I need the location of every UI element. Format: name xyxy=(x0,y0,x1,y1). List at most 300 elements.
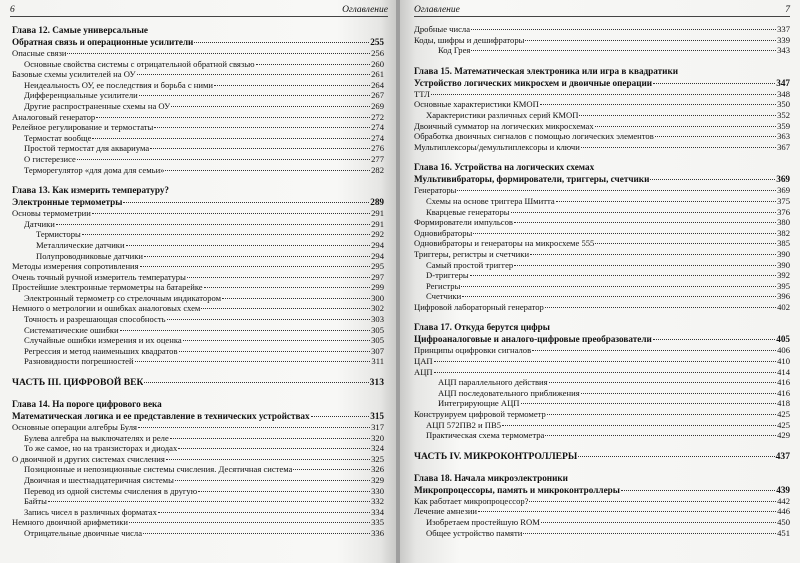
toc-entry xyxy=(12,48,384,59)
toc-entry xyxy=(414,356,790,367)
entry-title: Термисторы xyxy=(36,229,81,240)
toc-entry xyxy=(12,143,384,154)
section-gap xyxy=(414,152,790,161)
dot-leader xyxy=(473,233,776,234)
dot-leader xyxy=(471,29,776,30)
toc-entry xyxy=(414,367,790,378)
dot-leader xyxy=(138,427,370,428)
dot-leader xyxy=(511,212,777,213)
entry-title: Как работает микропроцессор? xyxy=(414,495,529,506)
entry-page-number: 303 xyxy=(371,314,384,325)
toc-entry xyxy=(414,45,790,56)
dot-leader xyxy=(556,201,776,202)
entry-title: Аналоговый генератор xyxy=(12,111,96,122)
entry-title: Металлические датчики xyxy=(36,239,125,250)
entry-page-number: 343 xyxy=(777,45,790,56)
toc-entry xyxy=(414,196,790,207)
entry-page-number: 363 xyxy=(777,131,790,142)
toc-entry xyxy=(12,314,384,325)
dot-leader xyxy=(158,512,370,513)
toc-entry xyxy=(12,154,384,165)
entry-page-number: 297 xyxy=(371,271,384,282)
entry-title: Регистры xyxy=(426,280,461,291)
right-page xyxy=(400,0,800,563)
entry-page-number: 325 xyxy=(371,453,384,464)
entry-title: ЧАСТЬ IV. МИКРОКОНТРОЛЛЕРЫ xyxy=(414,450,578,462)
table-of-contents-right xyxy=(414,24,790,538)
toc-entry xyxy=(12,69,384,80)
entry-page-number: 334 xyxy=(371,506,384,517)
entry-page-number: 335 xyxy=(371,517,384,528)
entry-page-number: 313 xyxy=(369,377,384,389)
dot-leader xyxy=(183,340,370,341)
toc-entry xyxy=(414,377,790,388)
dot-leader xyxy=(170,438,370,439)
entry-title: Термостат вообще xyxy=(24,132,92,143)
entry-page-number: 369 xyxy=(776,174,790,185)
entry-title: Изобретаем простейшую ROM xyxy=(426,517,540,527)
entry-title: Релейное регулирование и термостаты xyxy=(12,122,154,133)
entry-page-number: 429 xyxy=(777,430,790,441)
entry-title: Цифровой лабораторный генератор xyxy=(414,301,544,312)
entry-page-number: 416 xyxy=(777,387,790,398)
entry-title: Простой термостат для аквариума xyxy=(24,143,150,154)
entry-page-number: 416 xyxy=(777,377,790,388)
section-gap xyxy=(12,367,384,376)
entry-title: Очень точный ручной измеритель температуры xyxy=(12,271,186,282)
section-gap xyxy=(414,463,790,472)
entry-page-number: 274 xyxy=(371,132,384,143)
entry-title: Опасные связи xyxy=(12,48,67,58)
entry-title: Основные свойства системы с отрицательной обратной связью xyxy=(24,58,255,69)
entry-title: Самый простой триггер xyxy=(426,259,514,270)
toc-entry xyxy=(414,249,790,260)
toc-entry xyxy=(12,464,384,475)
dot-leader xyxy=(523,533,776,534)
entry-title: Терморегулятор «для дома для семьи» xyxy=(24,164,165,175)
dot-leader xyxy=(92,213,370,214)
toc-entry xyxy=(414,420,790,431)
entry-page-number: 369 xyxy=(777,185,790,196)
toc-entry xyxy=(414,398,790,409)
entry-page-number: 255 xyxy=(370,37,384,47)
toc-entry xyxy=(414,260,790,271)
dot-leader xyxy=(178,448,370,449)
entry-page-number: 437 xyxy=(775,450,790,462)
entry-title: Позиционные и непозиционные системы счисления. Десятичная система xyxy=(24,464,293,475)
entry-title: Общее устройство памяти xyxy=(426,527,523,538)
toc-entry xyxy=(12,208,384,219)
left-page-header xyxy=(10,4,388,17)
toc-entry xyxy=(414,409,790,420)
toc-entry xyxy=(12,303,384,314)
entry-title: АЦП xyxy=(414,366,433,377)
toc-entry xyxy=(414,281,790,292)
entry-title: Немного о метрологии и ошибках аналоговых схем xyxy=(12,303,201,314)
entry-title: То же самое, но на транзисторах и диодах xyxy=(24,443,178,454)
toc-entry xyxy=(414,131,790,142)
dot-leader xyxy=(581,147,776,148)
entry-title: Одновибраторы xyxy=(414,227,473,238)
entry-title: D-триггеры xyxy=(426,270,469,281)
chapter-subtitle xyxy=(414,484,790,496)
entry-title: Формирователи импульсов xyxy=(414,217,513,228)
entry-page-number: 332 xyxy=(371,496,384,507)
entry-page-number: 352 xyxy=(777,109,790,120)
dot-leader xyxy=(471,50,776,51)
dot-leader xyxy=(521,403,777,404)
dot-leader xyxy=(56,224,370,225)
dot-leader xyxy=(529,501,776,502)
dot-leader xyxy=(532,350,776,351)
toc-entry xyxy=(12,422,384,433)
entry-title: Конструируем цифровой термометр xyxy=(414,409,546,420)
dot-leader xyxy=(166,459,370,460)
toc-entry xyxy=(12,229,384,240)
dot-leader xyxy=(650,179,775,180)
dot-leader xyxy=(595,243,776,244)
chapter-heading: Глава 14. На пороге цифрового века xyxy=(12,399,162,410)
entry-page-number: 311 xyxy=(371,356,384,367)
left-page xyxy=(0,0,396,563)
toc-entry xyxy=(12,165,384,176)
entry-page-number: 337 xyxy=(777,24,790,34)
dot-leader xyxy=(150,148,370,149)
chapter-subtitle xyxy=(414,77,790,89)
page-number: 6 xyxy=(10,5,15,15)
entry-page-number: 450 xyxy=(777,517,790,527)
chapter-subtitle xyxy=(414,333,790,345)
toc-entry xyxy=(414,430,790,441)
section-gap xyxy=(12,389,384,398)
entry-title: Микропроцессоры, память и микроконтроллеры xyxy=(414,484,620,495)
dot-leader xyxy=(171,106,370,107)
entry-page-number: 291 xyxy=(371,218,384,229)
entry-title: Дробные числа xyxy=(414,24,471,34)
entry-page-number: 291 xyxy=(371,208,384,219)
entry-title: ЧАСТЬ III. ЦИФРОВОЙ ВЕК xyxy=(12,377,144,389)
toc-entry xyxy=(414,228,790,239)
entry-title: Одновибраторы и генераторы на микросхеме 555 xyxy=(414,238,595,249)
toc-entry xyxy=(12,443,384,454)
entry-title: Устройство логических микросхем и двоичные операции xyxy=(414,77,653,88)
entry-title: Мультиплексоры/демультиплексоры и ключи xyxy=(414,141,580,152)
entry-title: АЦП 572ПВ2 и ПВ5 xyxy=(426,419,502,430)
toc-entry xyxy=(12,101,384,112)
dot-leader xyxy=(256,64,371,65)
entry-page-number: 382 xyxy=(777,227,790,238)
entry-page-number: 294 xyxy=(371,239,384,250)
entry-title: Основные операции алгебры Буля xyxy=(12,422,137,433)
running-title: Оглавление xyxy=(342,5,388,15)
entry-title: Случайные ошибки измерения и их оценка xyxy=(24,335,182,346)
dot-leader xyxy=(135,361,371,362)
entry-page-number: 348 xyxy=(777,88,790,99)
dot-leader xyxy=(431,94,776,95)
entry-title: Простейшие электронные термометры на батарейке xyxy=(12,282,203,293)
entry-page-number: 392 xyxy=(777,270,790,281)
entry-title: Практическая схема термометра xyxy=(426,430,545,441)
toc-entry xyxy=(12,356,384,367)
entry-title: Отрицательные двоичные числа xyxy=(24,527,143,538)
toc-entry xyxy=(414,302,790,313)
entry-title: Основы термометрии xyxy=(12,208,91,219)
entry-page-number: 410 xyxy=(777,356,790,367)
section-gap xyxy=(12,175,384,184)
toc-entry xyxy=(414,345,790,356)
toc-entry xyxy=(12,496,384,507)
entry-page-number: 256 xyxy=(371,48,384,58)
dot-leader xyxy=(129,522,370,523)
toc-entry xyxy=(12,486,384,497)
entry-title: Лечение амнезии xyxy=(414,506,478,517)
entry-title: Базовые схемы усилителей на ОУ xyxy=(12,69,136,80)
entry-page-number: 359 xyxy=(777,120,790,131)
entry-page-number: 390 xyxy=(777,259,790,270)
toc-entry xyxy=(414,517,790,528)
entry-page-number: 446 xyxy=(777,506,790,517)
entry-title: Немного двоичной арифметики xyxy=(12,517,129,528)
entry-title: Электронный термометр со стрелочным индикатором xyxy=(24,292,222,303)
toc-entry xyxy=(12,293,384,304)
toc-entry xyxy=(414,217,790,228)
toc-entry xyxy=(12,433,384,444)
dot-leader xyxy=(67,53,370,54)
dot-leader xyxy=(175,480,370,481)
entry-title: Схемы на основе триггера Шмитта xyxy=(426,195,555,206)
dot-leader xyxy=(96,117,370,118)
dot-leader xyxy=(187,277,370,278)
entry-page-number: 367 xyxy=(777,141,790,152)
dot-leader xyxy=(140,266,371,267)
dot-leader xyxy=(621,490,775,491)
chapter-heading: Глава 15. Математическая электроника или игра в квадратики xyxy=(414,65,679,76)
chapter-subtitle xyxy=(12,36,384,48)
chapter-heading: Глава 16. Устройства на логических схемах xyxy=(414,162,595,173)
part-heading xyxy=(12,376,384,389)
toc-entry xyxy=(12,219,384,230)
dot-leader xyxy=(139,95,370,96)
chapter-heading: Глава 18. Начала микроэлектроники xyxy=(414,472,568,483)
entry-title: АЦП последовательного приближения xyxy=(438,387,580,398)
entry-page-number: 350 xyxy=(777,99,790,110)
dot-leader xyxy=(461,286,776,287)
entry-page-number: 324 xyxy=(371,443,384,454)
entry-page-number: 425 xyxy=(777,419,790,430)
dot-leader xyxy=(457,190,776,191)
entry-page-number: 402 xyxy=(777,301,790,312)
dot-leader xyxy=(165,170,370,171)
dot-leader xyxy=(545,307,776,308)
entry-title: О двоичной и других системах счисления xyxy=(12,453,165,464)
toc-entry xyxy=(12,122,384,133)
entry-page-number: 439 xyxy=(776,484,790,495)
toc-entry xyxy=(414,388,790,399)
entry-page-number: 292 xyxy=(371,229,384,240)
entry-title: О гистерезисе xyxy=(24,153,76,164)
entry-page-number: 307 xyxy=(371,345,384,356)
section-gap xyxy=(414,312,790,321)
toc-entry xyxy=(414,24,790,35)
entry-page-number: 442 xyxy=(777,495,790,506)
toc-entry xyxy=(12,454,384,465)
dot-leader xyxy=(655,136,776,137)
entry-page-number: 406 xyxy=(777,345,790,356)
dot-leader xyxy=(502,425,776,426)
toc-entry xyxy=(12,517,384,528)
entry-page-number: 329 xyxy=(371,475,384,485)
toc-entry xyxy=(12,346,384,357)
toc-entry xyxy=(12,251,384,262)
dot-leader xyxy=(581,393,776,394)
toc-entry xyxy=(414,506,790,517)
entry-title: Дифференциальные усилители xyxy=(24,90,138,101)
part-heading xyxy=(414,450,790,463)
dot-leader xyxy=(123,202,369,203)
entry-title: Двоичная и шестнадцатеричная системы xyxy=(24,475,174,485)
entry-title: Регрессия и метод наименьших квадратов xyxy=(24,345,178,356)
entry-page-number: 326 xyxy=(371,464,384,475)
entry-title: Электронные термометры xyxy=(12,197,123,208)
entry-title: АЦП параллельного действия xyxy=(438,377,548,388)
dot-leader xyxy=(653,83,775,84)
toc-entry xyxy=(12,261,384,272)
dot-leader xyxy=(470,275,776,276)
entry-page-number: 425 xyxy=(777,409,790,420)
entry-title: Систематические ошибки xyxy=(24,324,119,335)
entry-title: Принципы оцифровки сигналов xyxy=(414,345,532,356)
entry-page-number: 380 xyxy=(777,217,790,228)
dot-leader xyxy=(179,351,371,352)
entry-title: Булева алгебра на выключателях и реле xyxy=(24,432,169,443)
toc-entry xyxy=(12,528,384,539)
entry-title: Двоичный сумматор на логических микросхемах xyxy=(414,120,594,131)
dot-leader xyxy=(48,501,370,502)
entry-page-number: 276 xyxy=(371,143,384,154)
entry-page-number: 336 xyxy=(371,527,384,538)
entry-title: Характеристики различных серий КМОП xyxy=(426,109,579,120)
dot-leader xyxy=(579,115,776,116)
entry-title: Полупроводниковые датчики xyxy=(36,250,144,261)
dot-leader xyxy=(214,85,370,86)
entry-title: Цифроаналоговые и аналого-цифровые преобразователи xyxy=(414,334,652,345)
entry-title: Методы измерения сопротивления xyxy=(12,261,139,272)
dot-leader xyxy=(144,256,370,257)
entry-page-number: 261 xyxy=(371,69,384,80)
dot-leader xyxy=(434,372,776,373)
dot-leader xyxy=(198,491,370,492)
entry-page-number: 274 xyxy=(371,122,384,133)
entry-page-number: 315 xyxy=(370,411,384,422)
dot-leader xyxy=(478,511,776,512)
dot-leader xyxy=(547,414,776,415)
entry-title: Неидеальность ОУ, ее последствия и борьба с ними xyxy=(24,79,214,90)
entry-title: Основные характеристики КМОП xyxy=(414,99,539,110)
entry-title: Обратная связь и операционные усилители xyxy=(12,37,194,47)
dot-leader xyxy=(82,234,370,235)
entry-page-number: 376 xyxy=(777,206,790,217)
entry-title: Перевод из одной системы счисления в другую xyxy=(24,485,198,496)
toc-entry xyxy=(414,270,790,281)
dot-leader xyxy=(434,361,776,362)
chapter-heading: Глава 17. Откуда берутся цифры xyxy=(414,322,550,333)
section-gap xyxy=(414,441,790,450)
dot-leader xyxy=(462,296,776,297)
dot-leader xyxy=(126,245,371,246)
dot-leader xyxy=(525,40,776,41)
dot-leader xyxy=(293,469,370,470)
toc-entry xyxy=(414,496,790,507)
entry-page-number: 405 xyxy=(776,334,790,345)
dot-leader xyxy=(545,435,776,436)
entry-page-number: 451 xyxy=(777,527,790,538)
entry-title: Математическая логика и ее представление в технических устройствах xyxy=(12,411,310,422)
entry-page-number: 396 xyxy=(777,291,790,302)
entry-page-number: 385 xyxy=(777,238,790,249)
dot-leader xyxy=(311,416,370,417)
toc-entry xyxy=(414,99,790,110)
entry-page-number: 395 xyxy=(777,280,790,291)
toc-entry xyxy=(12,59,384,70)
entry-title: Разновидности погрешностей xyxy=(24,356,134,367)
dot-leader xyxy=(540,104,776,105)
entry-page-number: 414 xyxy=(777,366,790,377)
toc-entry xyxy=(12,133,384,144)
toc-entry xyxy=(414,110,790,121)
toc-entry xyxy=(12,507,384,518)
toc-entry xyxy=(12,112,384,123)
entry-title: Точность и разрешающая способность xyxy=(24,314,166,325)
entry-page-number: 272 xyxy=(371,111,384,122)
dot-leader xyxy=(137,74,371,75)
entry-page-number: 390 xyxy=(777,248,790,259)
dot-leader xyxy=(201,308,370,309)
toc-entry xyxy=(414,207,790,218)
entry-page-number: 317 xyxy=(371,422,384,433)
entry-page-number: 339 xyxy=(777,34,790,45)
entry-title: Счетчики xyxy=(426,291,462,302)
dot-leader xyxy=(204,287,371,288)
toc-entry xyxy=(12,90,384,101)
entry-title: Датчики xyxy=(24,218,55,229)
dot-leader xyxy=(578,456,774,457)
dot-leader xyxy=(194,42,369,43)
toc-entry xyxy=(12,325,384,336)
dot-leader xyxy=(653,339,775,340)
entry-title: Кварцевые генераторы xyxy=(426,206,510,217)
chapter-heading: Глава 13. Как измерить температуру? xyxy=(12,185,170,196)
toc-entry xyxy=(414,121,790,132)
toc-entry xyxy=(12,80,384,91)
entry-title: Коды, шифры и дешифраторы xyxy=(414,34,525,45)
dot-leader xyxy=(514,222,776,223)
entry-page-number: 267 xyxy=(371,90,384,101)
dot-leader xyxy=(595,126,776,127)
dot-leader xyxy=(549,382,777,383)
dot-leader xyxy=(541,522,776,523)
toc-entry xyxy=(414,35,790,46)
entry-page-number: 260 xyxy=(371,58,384,69)
dot-leader xyxy=(222,298,370,299)
entry-page-number: 418 xyxy=(777,398,790,409)
chapter-subtitle xyxy=(12,196,384,208)
entry-page-number: 264 xyxy=(371,79,384,90)
entry-title: Запись чисел в различных форматах xyxy=(24,506,157,517)
entry-title: Код Грея xyxy=(438,45,471,56)
chapter-subtitle xyxy=(414,173,790,185)
entry-title: Интегрирующие АЦП xyxy=(438,398,520,409)
dot-leader xyxy=(154,127,370,128)
